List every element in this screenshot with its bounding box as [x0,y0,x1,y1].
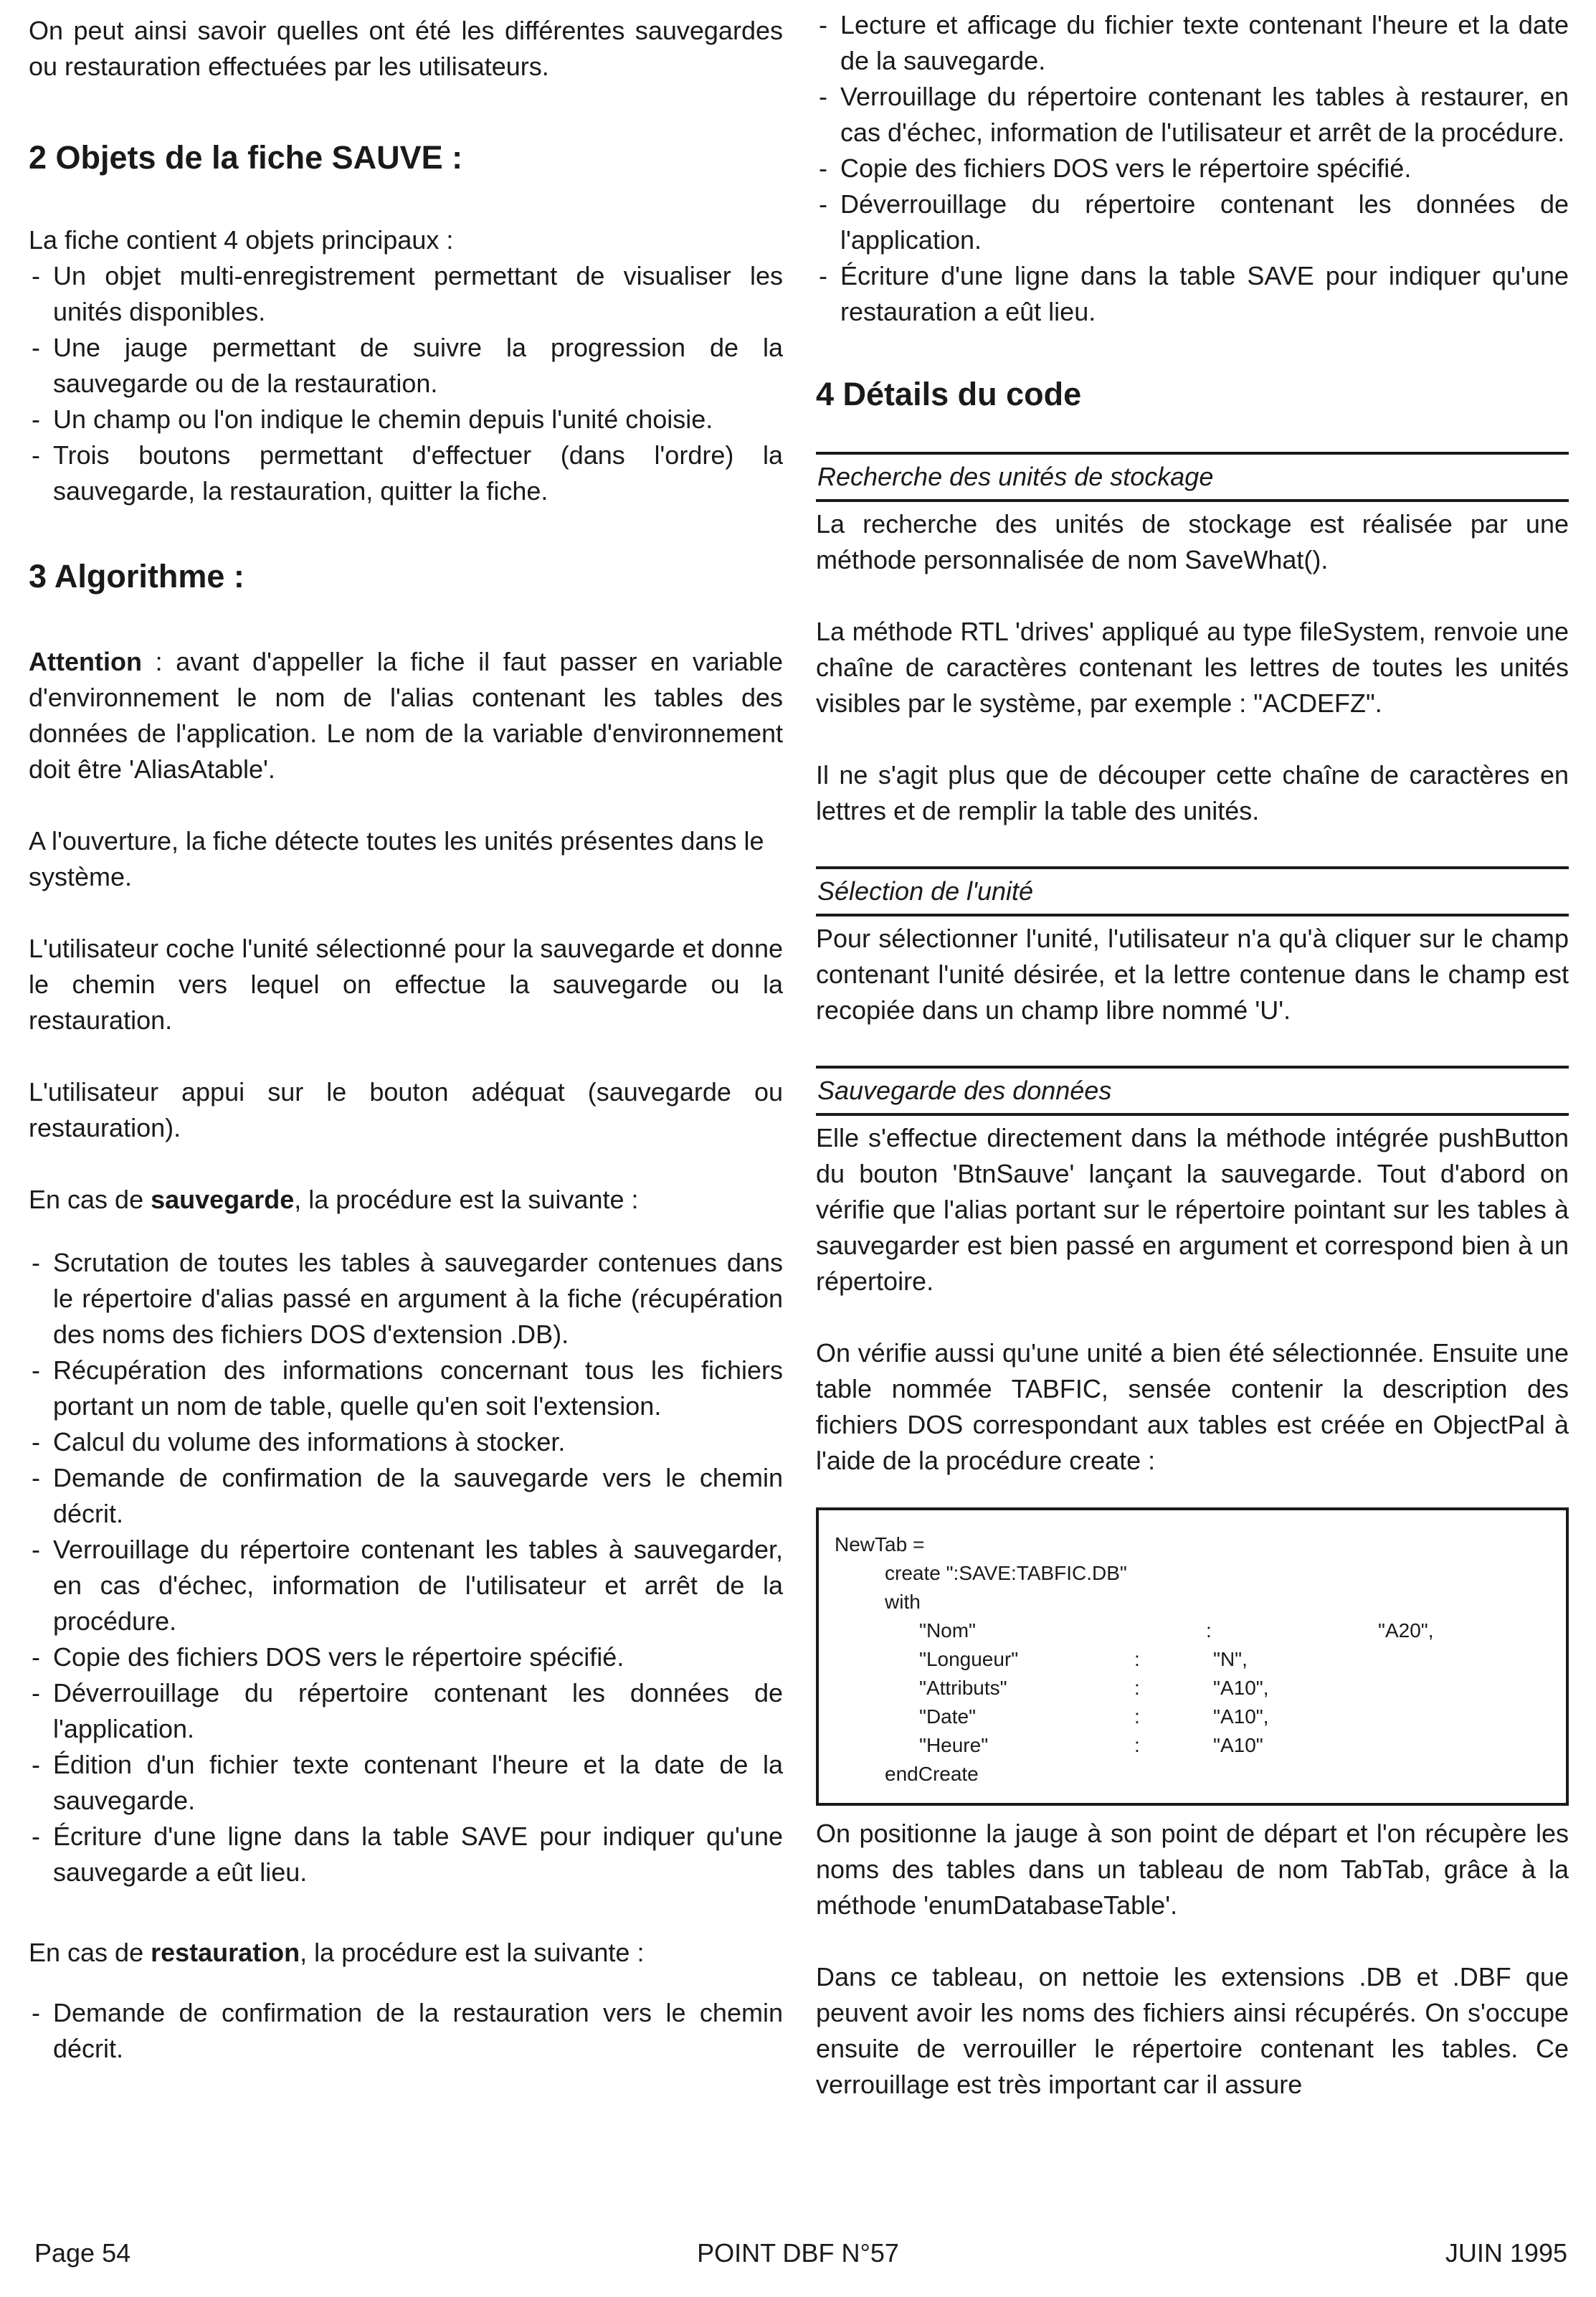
list-item: - Copie des fichiers DOS vers le répertoire spécifié. [29,1639,783,1675]
list-item: - Édition d'un fichier texte contenant l'heure et la date de la sauvegarde. [29,1747,783,1819]
footer-publication: POINT DBF N°57 [697,2238,899,2268]
list-item: - Déverrouillage du répertoire contenant les données de l'application. [29,1675,783,1747]
footer-page-number: Page 54 [34,2238,131,2268]
list-item: - Demande de confirmation de la sauvegarde vers le chemin décrit. [29,1460,783,1532]
right-column [816,0,1569,2103]
code-line: NewTab = [835,1533,925,1555]
opening-paragraph: A l'ouverture, la fiche détecte toutes les unités présentes dans le système. [29,826,764,891]
storage-search-p1: La recherche des unités de stockage est réalisée par une méthode personnalisée de nom SaveWhat(). [816,509,1569,574]
attention-text: : avant d'appeller la fiche il faut passer en variable d'environnement le nom de l'alias contenant les tables des données de l'application. Le nom de la variable d'environnement doit être 'AliasAtable'. [29,647,783,784]
list-item: - Un objet multi-enregistrement permettant de visualiser les unités disponibles. [29,258,783,330]
list-item: - Un champ ou l'on indique le chemin depuis l'unité choisie. [29,402,783,437]
code-field-row: "Heure" : "A10" [919,1734,1263,1756]
button-paragraph: L'utilisateur appui sur le bouton adéquat (sauvegarde ou restauration). [29,1077,783,1142]
list-item: - Trois boutons permettant d'effectuer (dans l'ordre) la sauvegarde, la restauration, quitter la fiche. [29,437,783,509]
save-bold: sauvegarde [151,1185,295,1214]
section-3-title: 3 Algorithme : [29,558,244,595]
list-item: - Récupération des informations concernant tous les fichiers portant un nom de table, quelle qu'en soit l'extension. [29,1353,783,1424]
list-item: - Une jauge permettant de suivre la progression de la sauvegarde ou de la restauration. [29,330,783,402]
section-4-title: 4 Détails du code [816,376,1082,412]
section-2-title: 2 Objets de la fiche SAUVE : [29,139,463,176]
list-item: - Demande de confirmation de la restauration vers le chemin décrit. [29,1995,783,2067]
section-2-lead: La fiche contient 4 objets principaux : [29,225,454,255]
code-field-row: "Longueur" : "N", [919,1648,1248,1670]
footer-date: JUIN 1995 [1445,2238,1567,2268]
data-backup-p3: On positionne la jauge à son point de départ et l'on récupère les noms des tables dans un tableau de nom TabTab, grâce à la méthode 'enumDatabaseTable'. [816,1819,1569,1920]
subsection-title-unit-selection: Sélection de l'unité [816,866,1569,917]
list-item: - Écriture d'une ligne dans la table SAVE pour indiquer qu'une sauvegarde a eût lieu. [29,1819,783,1890]
code-line: create ":SAVE:TABFIC.DB" [885,1562,1127,1584]
code-field-row: "Nom" : "A20", [919,1619,1434,1642]
list-item: - Verrouillage du répertoire contenant les tables à restaurer, en cas d'échec, information de l'utilisateur et arrêt de la procédure. [816,79,1569,151]
left-column [29,0,783,2067]
list-item: - Lecture et afficage du fichier texte contenant l'heure et la date de la sauvegarde. [816,7,1569,79]
code-line: endCreate [885,1763,979,1785]
subsection-title-data-backup: Sauvegarde des données [816,1066,1569,1116]
list-item: - Copie des fichiers DOS vers le répertoire spécifié. [816,151,1569,186]
restore-steps-list-right [816,7,1569,330]
save-steps-list [29,1245,783,1890]
storage-search-p3: Il ne s'agit plus que de découper cette chaîne de caractères en lettres et de remplir la table des unités. [816,760,1569,825]
storage-search-p2: La méthode RTL 'drives' appliqué au type fileSystem, renvoie une chaîne de caractères contenant les lettres de toutes les unités visibles par le système, par exemple : "ACDEFZ". [816,617,1569,718]
code-field-row: "Attributs" : "A10", [919,1677,1269,1699]
code-line: with [885,1591,921,1613]
data-backup-p2: On vérifie aussi qu'une unité a bien été sélectionnée. Ensuite une table nommée TABFIC, sensée contenir la description des fichiers DOS correspondant aux tables est créée en ObjectPal à l'aide de la procédure create : [816,1338,1569,1475]
list-item: - Verrouillage du répertoire contenant les tables à sauvegarder, en cas d'échec, information de l'utilisateur et arrêt de la procédure. [29,1532,783,1639]
attention-paragraph [29,644,783,787]
data-backup-p1: Elle s'effectue directement dans la méthode intégrée pushButton du bouton 'BtnSauve' lançant la sauvegarde. Tout d'abord on vérifie que l'alias portant sur le répertoire pointant sur les tables à sauvegarder est bien passé en argument et correspond bien à un répertoire. [816,1123,1569,1296]
list-item: - Calcul du volume des informations à stocker. [29,1424,783,1460]
restore-intro: En cas de restauration, la procédure est la suivante : [29,1938,645,1967]
attention-label: Attention [29,647,142,676]
code-field-row: "Date" : "A10", [919,1705,1269,1728]
save-intro: En cas de sauvegarde, la procédure est la suivante : [29,1185,639,1214]
user-selection-paragraph: L'utilisateur coche l'unité sélectionné pour la sauvegarde et donne le chemin vers lequel on effectue la sauvegarde ou la restauration. [29,934,783,1035]
subsection-title-storage-search: Recherche des unités de stockage [816,452,1569,502]
restore-bold: restauration [151,1938,300,1967]
data-backup-p4: Dans ce tableau, on nettoie les extensions .DB et .DBF que peuvent avoir les noms des fichiers ainsi récupérés. On s'occupe ensuite de verrouiller le répertoire contenant les tables. Ce verrouillage est très important car il assure [816,1962,1569,2099]
restore-steps-list-left [29,1995,783,2067]
list-item: - Scrutation de toutes les tables à sauvegarder contenues dans le répertoire d'alias passé en argument à la fiche (récupération des noms des fichiers DOS d'extension .DB). [29,1245,783,1353]
code-block [816,1507,1569,1806]
list-item: - Écriture d'une ligne dans la table SAVE pour indiquer qu'une restauration a eût lieu. [816,258,1569,330]
list-item: - Déverrouillage du répertoire contenant les données de l'application. [816,186,1569,258]
objects-list [29,258,783,509]
intro-paragraph: On peut ainsi savoir quelles ont été les différentes sauvegardes ou restauration effectuées par les utilisateurs. [29,16,783,81]
unit-selection-p1: Pour sélectionner l'unité, l'utilisateur n'a qu'à cliquer sur le champ contenant l'unité désirée, et la lettre contenue dans le champ est recopiée dans un champ libre nommé 'U'. [816,924,1569,1025]
